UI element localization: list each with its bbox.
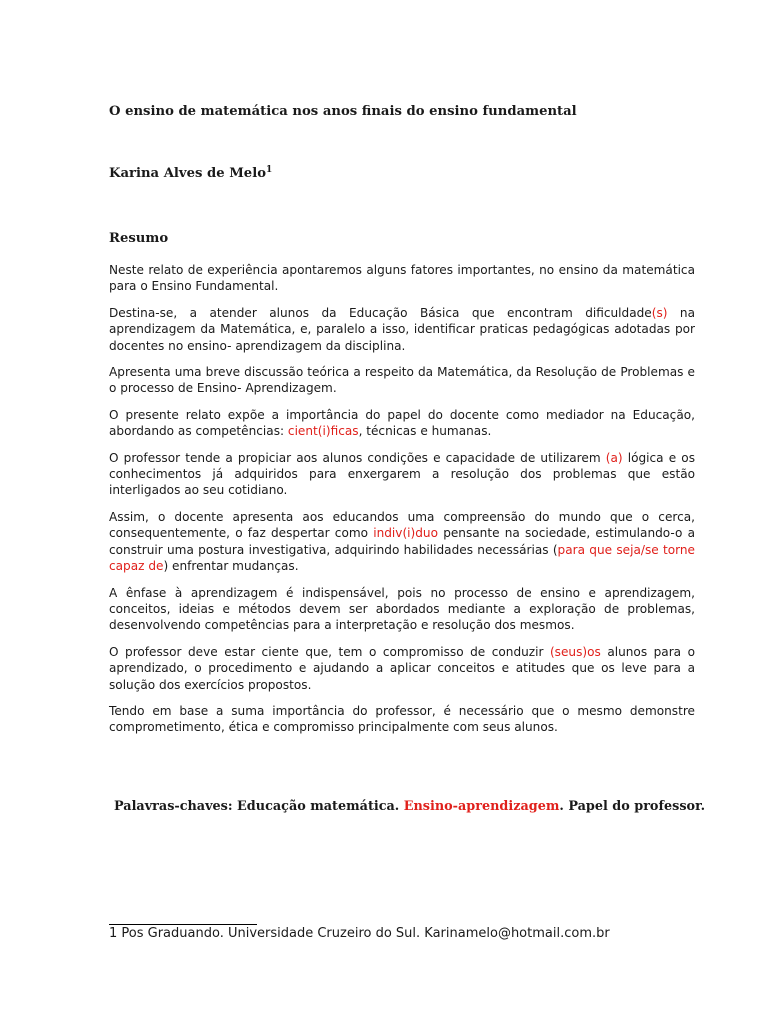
author-name [109,165,272,181]
text-segment: lógica e os conhecimentos já adquiridos para enxergarem a resolução dos problemas que estão interligados ao seu cotidiano. [109,450,695,498]
text-segment: O professor deve estar ciente que, tem o compromisso de conduzir [109,644,550,659]
text-segment: Destina-se, a atender alunos da Educação Básica que encontram dificuldade [109,305,652,320]
footnote-text: 1 Pos Graduando. Universidade Cruzeiro do Sul. Karinamelo@hotmail.com.br [109,926,610,941]
paragraph-7: A ênfase à aprendizagem é indispensável, pois no processo de ensino e aprendizagem, conceitos, ideias e métodos devem ser abordados mediante a exploração de problemas, desenvolvendo competências para a interpretação e resolução dos mesmos. [109,585,695,633]
correction-mark: indiv(i)duo [373,526,438,541]
text-segment: ) enfrentar mudanças. [163,559,299,574]
footnote-separator [109,924,257,925]
footnote-marker: 1 [266,165,273,175]
keywords-segment: Palavras-chaves: Educação matemática. [114,799,404,814]
text-segment: Assim, o docente apresenta aos educandos uma compreensão do mundo que o cerca, consequentemente, o faz despertar como [109,509,695,541]
paragraph-3: Apresenta uma breve discussão teórica a respeito da Matemática, da Resolução de Problemas e o processo de Ensino- Aprendizagem. [109,365,695,396]
paragraph-6 [109,509,695,575]
text-segment: na aprendizagem da Matemática, e, paralelo a isso, identificar praticas pedagógicas adotadas por docentes no ensino- aprendizagem da disciplina. [109,305,695,353]
text-segment: O professor tende a propiciar aos alunos condições e capacidade de utilizarem [109,450,606,465]
paragraph-4 [109,407,695,440]
keywords-segment: . Papel do professor. [559,799,706,814]
correction-mark: (a) [605,450,623,465]
paragraph-8 [109,644,695,693]
paragraph-5 [109,450,695,499]
document-title: O ensino de matemática nos anos finais do ensino fundamental [109,104,577,119]
keyword-highlight: Ensino-aprendizagem [403,799,560,814]
author-text: Karina Alves de Melo [109,166,266,181]
paragraph-2 [109,305,695,354]
keywords-line [114,799,714,814]
abstract-heading: Resumo [109,231,169,246]
text-segment: , técnicas e humanas. [358,424,492,439]
correction-mark: (s) [651,305,668,320]
text-segment: alunos para o aprendizado, o procedimento e ajudando a aplicar conceitos e atitudes que os leve para a solução dos exercícios propostos. [109,644,695,692]
text-segment: O presente relato expõe a importância do papel do docente como mediador na Educação, abordando as competências: [109,407,695,439]
abstract-body [109,262,695,746]
correction-mark: cient(i)ficas [287,424,359,439]
correction-mark: (seus)os [549,644,601,659]
paragraph-1: Neste relato de experiência apontaremos alguns fatores importantes, no ensino da matemática para o Ensino Fundamental. [109,263,695,294]
text-segment: pensante na sociedade, estimulando-o a construir uma postura investigativa, adquirindo habilidades necessárias ( [109,526,695,557]
paragraph-9: Tendo em base a suma importância do professor, é necessário que o mesmo demonstre comprometimento, ética e compromisso principalmente com seus alunos. [109,703,695,735]
correction-mark: para que seja/se torne capaz de [109,542,695,574]
